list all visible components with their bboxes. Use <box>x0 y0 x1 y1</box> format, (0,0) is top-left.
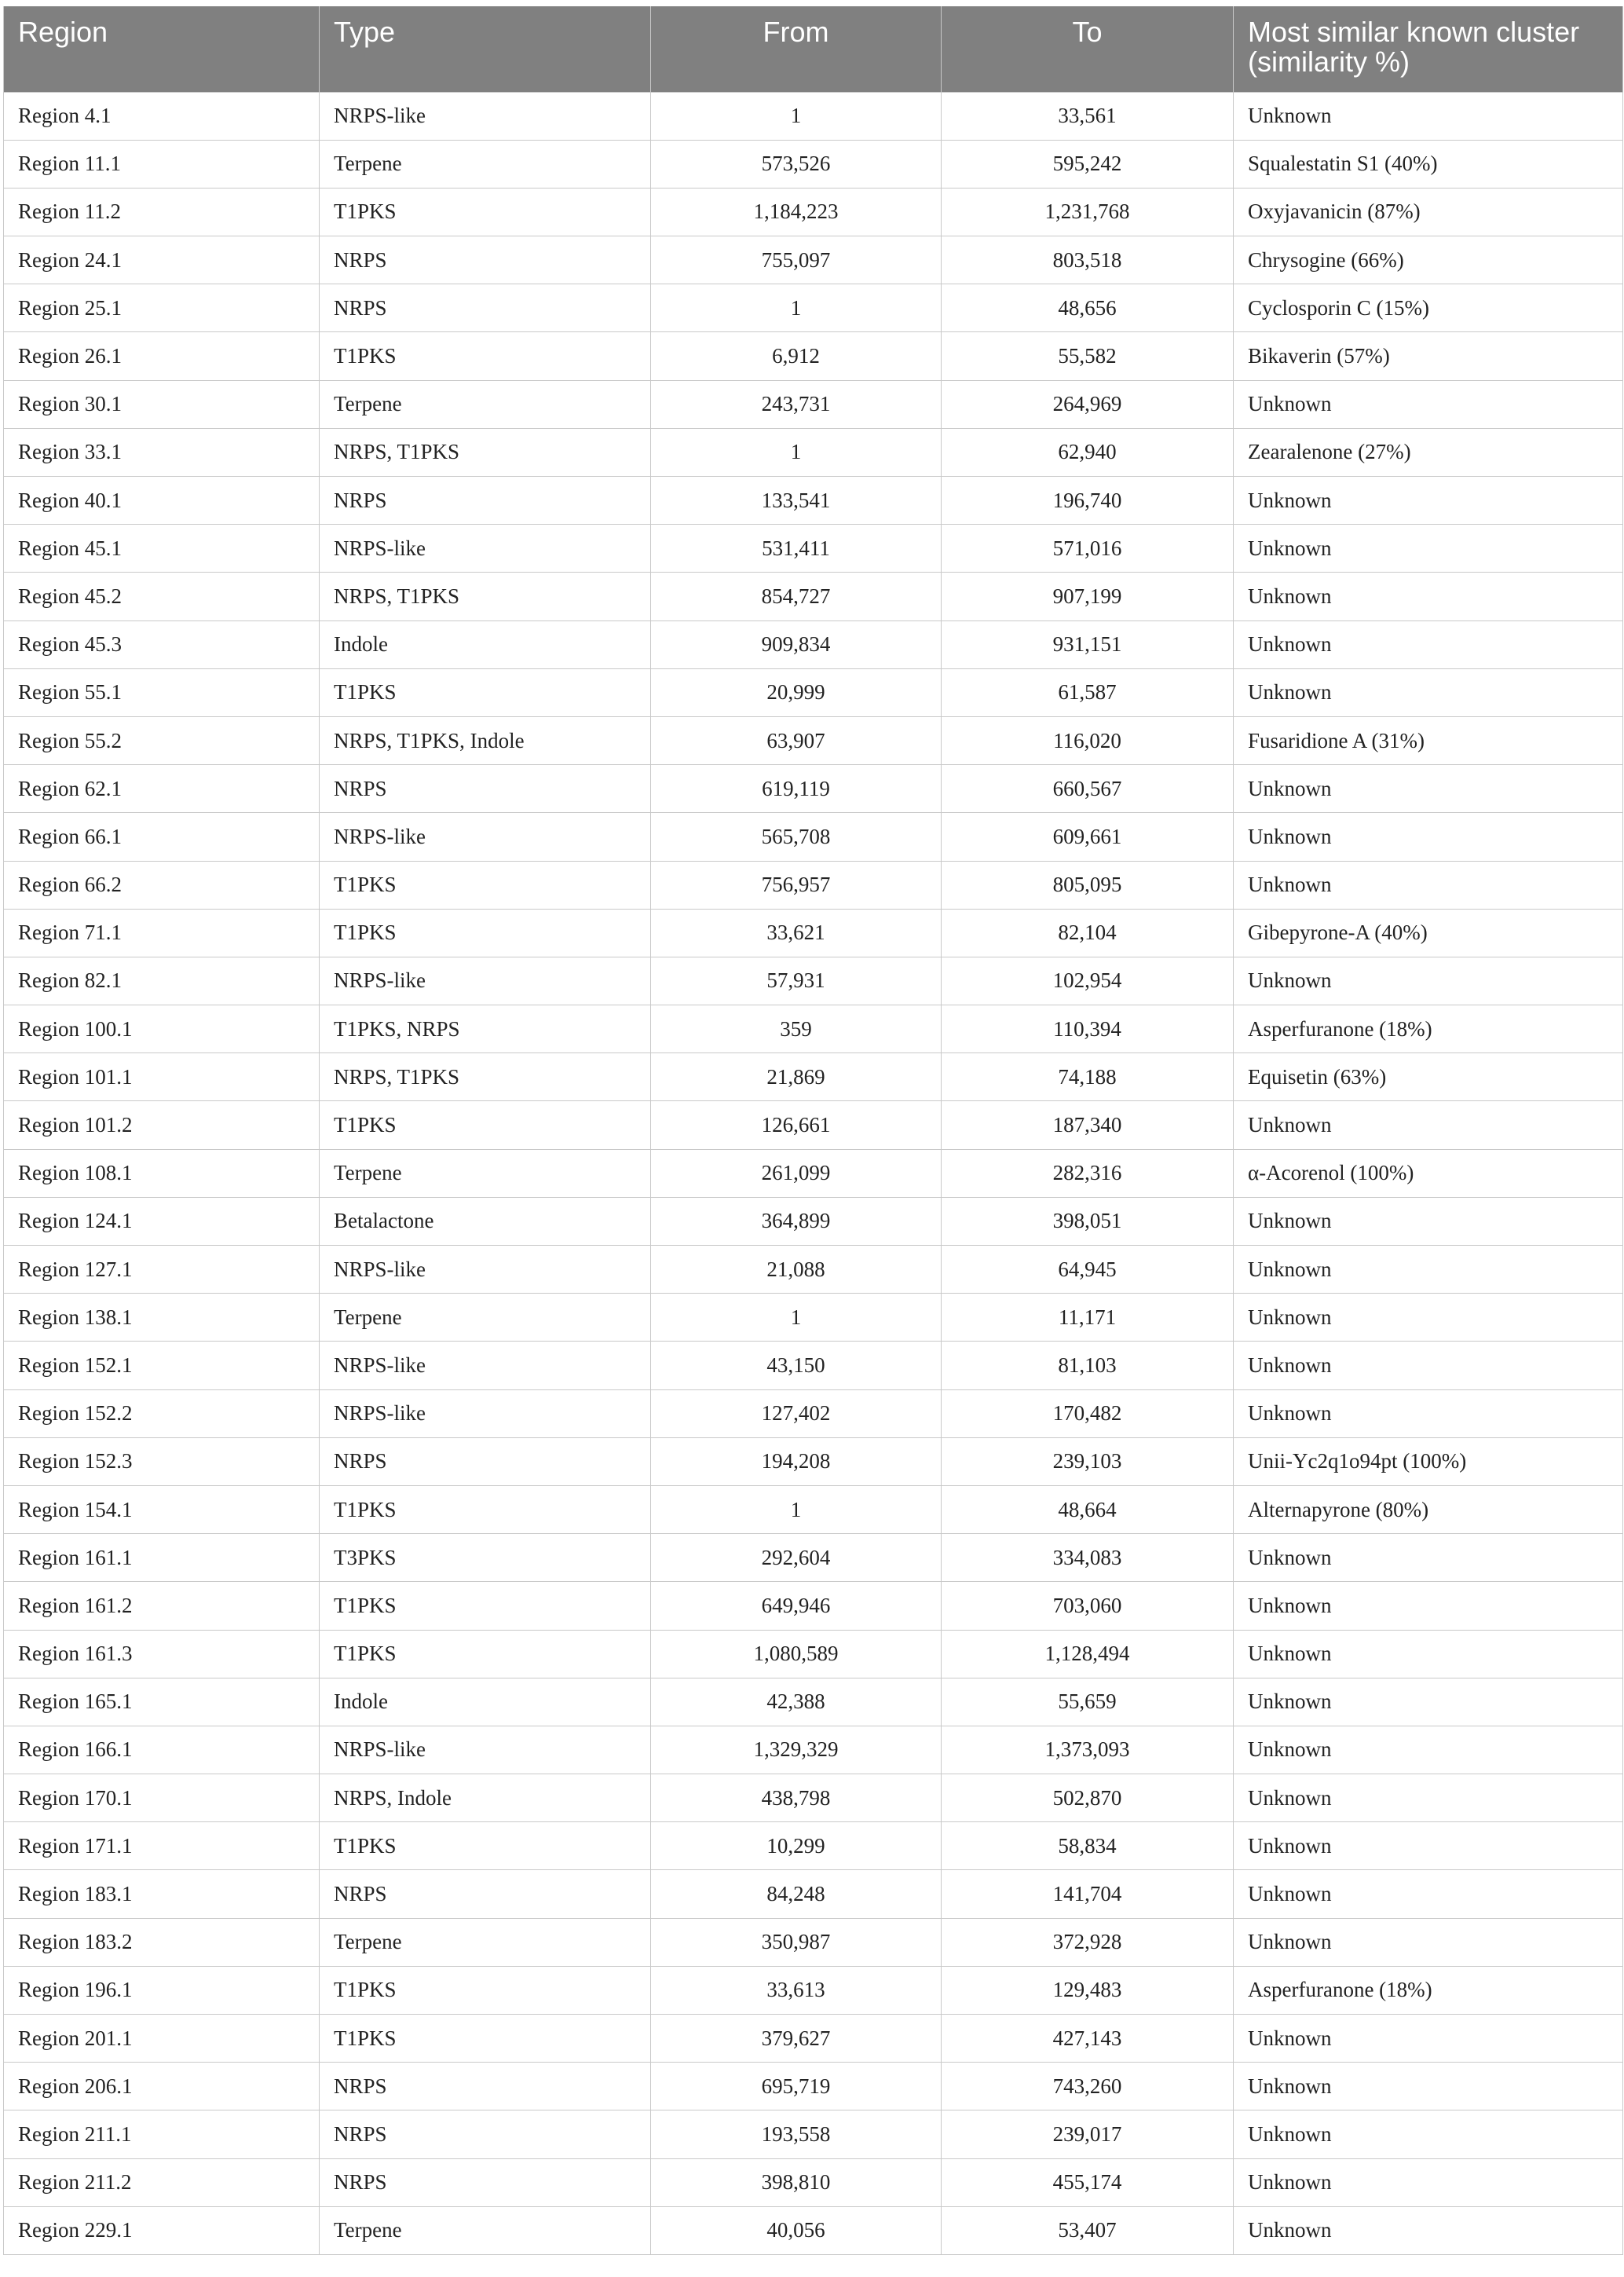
cell-type: NRPS <box>320 2063 651 2110</box>
cell-type: NRPS-like <box>320 1342 651 1389</box>
header-to: To <box>942 6 1234 92</box>
cell-type: T1PKS <box>320 332 651 380</box>
cell-from: 531,411 <box>651 525 942 573</box>
cell-to: 743,260 <box>942 2063 1234 2110</box>
cell-most-similar-cluster: Unknown <box>1234 1582 1623 1630</box>
cell-region: Region 4.1 <box>4 92 320 140</box>
header-row <box>4 6 1623 92</box>
cell-type: Indole <box>320 621 651 668</box>
header-most-similar-cluster: Most similar known cluster (similarity %) <box>1234 6 1623 92</box>
cell-most-similar-cluster: Unknown <box>1234 1294 1623 1342</box>
cell-from: 438,798 <box>651 1774 942 1822</box>
table-row <box>4 1005 1623 1053</box>
cell-region: Region 171.1 <box>4 1822 320 1870</box>
cell-from: 755,097 <box>651 236 942 284</box>
cell-to: 74,188 <box>942 1053 1234 1101</box>
table-row <box>4 380 1623 428</box>
cell-to: 803,518 <box>942 236 1234 284</box>
table-row <box>4 1870 1623 1918</box>
table-row <box>4 861 1623 909</box>
cell-from: 1,184,223 <box>651 188 942 236</box>
cell-to: 170,482 <box>942 1389 1234 1437</box>
cell-to: 372,928 <box>942 1918 1234 1966</box>
cell-type: T1PKS <box>320 1822 651 1870</box>
cell-from: 6,912 <box>651 332 942 380</box>
cell-to: 427,143 <box>942 2015 1234 2063</box>
table-row <box>4 236 1623 284</box>
cell-from: 350,987 <box>651 1918 942 1966</box>
table-row <box>4 428 1623 476</box>
cell-to: 53,407 <box>942 2206 1234 2254</box>
cell-most-similar-cluster: Unknown <box>1234 2206 1623 2254</box>
table-row <box>4 1437 1623 1485</box>
cell-region: Region 166.1 <box>4 1726 320 1774</box>
table-row <box>4 525 1623 573</box>
cell-region: Region 100.1 <box>4 1005 320 1053</box>
cell-from: 695,719 <box>651 2063 942 2110</box>
cell-type: Betalactone <box>320 1197 651 1245</box>
cell-type: Terpene <box>320 140 651 188</box>
cell-most-similar-cluster: Unknown <box>1234 957 1623 1005</box>
cell-region: Region 201.1 <box>4 2015 320 2063</box>
cell-from: 398,810 <box>651 2158 942 2206</box>
cell-region: Region 33.1 <box>4 428 320 476</box>
cell-region: Region 45.2 <box>4 573 320 621</box>
cell-to: 55,582 <box>942 332 1234 380</box>
cell-region: Region 66.1 <box>4 813 320 861</box>
table-row <box>4 668 1623 716</box>
cell-to: 64,945 <box>942 1246 1234 1294</box>
cell-to: 703,060 <box>942 1582 1234 1630</box>
cell-most-similar-cluster: Unknown <box>1234 2015 1623 2063</box>
cell-from: 379,627 <box>651 2015 942 2063</box>
cell-type: T1PKS <box>320 1966 651 2014</box>
cell-region: Region 11.1 <box>4 140 320 188</box>
cell-type: T1PKS <box>320 668 651 716</box>
cell-to: 282,316 <box>942 1149 1234 1197</box>
cell-from: 194,208 <box>651 1437 942 1485</box>
cell-most-similar-cluster: Cyclosporin C (15%) <box>1234 284 1623 332</box>
cell-most-similar-cluster: Unknown <box>1234 525 1623 573</box>
cell-most-similar-cluster: Squalestatin S1 (40%) <box>1234 140 1623 188</box>
cell-type: NRPS <box>320 2110 651 2158</box>
table-row <box>4 1294 1623 1342</box>
cell-type: NRPS <box>320 477 651 525</box>
cell-type: NRPS, T1PKS, Indole <box>320 716 651 764</box>
cell-from: 57,931 <box>651 957 942 1005</box>
cell-region: Region 25.1 <box>4 284 320 332</box>
table-row <box>4 1053 1623 1101</box>
cell-type: NRPS <box>320 1870 651 1918</box>
bgc-regions-table <box>3 6 1623 2255</box>
cell-from: 619,119 <box>651 765 942 813</box>
table-row <box>4 92 1623 140</box>
cell-from: 1 <box>651 284 942 332</box>
cell-region: Region 66.2 <box>4 861 320 909</box>
cell-region: Region 165.1 <box>4 1678 320 1726</box>
header-type: Type <box>320 6 651 92</box>
cell-type: NRPS <box>320 765 651 813</box>
cell-type: T1PKS <box>320 1485 651 1533</box>
bgc-regions-table-container <box>3 6 1622 2255</box>
cell-to: 62,940 <box>942 428 1234 476</box>
cell-to: 571,016 <box>942 525 1234 573</box>
cell-from: 21,869 <box>651 1053 942 1101</box>
cell-most-similar-cluster: Fusaridione A (31%) <box>1234 716 1623 764</box>
cell-from: 261,099 <box>651 1149 942 1197</box>
cell-type: Terpene <box>320 380 651 428</box>
cell-to: 58,834 <box>942 1822 1234 1870</box>
cell-from: 42,388 <box>651 1678 942 1726</box>
cell-region: Region 138.1 <box>4 1294 320 1342</box>
cell-region: Region 183.2 <box>4 1918 320 1966</box>
cell-region: Region 161.1 <box>4 1534 320 1582</box>
cell-to: 264,969 <box>942 380 1234 428</box>
cell-from: 1,329,329 <box>651 1726 942 1774</box>
cell-most-similar-cluster: Unknown <box>1234 813 1623 861</box>
cell-type: NRPS-like <box>320 525 651 573</box>
cell-region: Region 211.1 <box>4 2110 320 2158</box>
cell-type: NRPS, T1PKS <box>320 428 651 476</box>
cell-from: 565,708 <box>651 813 942 861</box>
table-row <box>4 1342 1623 1389</box>
cell-most-similar-cluster: Unknown <box>1234 1774 1623 1822</box>
cell-from: 909,834 <box>651 621 942 668</box>
cell-to: 455,174 <box>942 2158 1234 2206</box>
cell-from: 40,056 <box>651 2206 942 2254</box>
table-row <box>4 1197 1623 1245</box>
cell-type: T1PKS <box>320 2015 651 2063</box>
cell-region: Region 229.1 <box>4 2206 320 2254</box>
cell-most-similar-cluster: α-Acorenol (100%) <box>1234 1149 1623 1197</box>
cell-from: 1 <box>651 92 942 140</box>
cell-region: Region 154.1 <box>4 1485 320 1533</box>
table-row <box>4 1485 1623 1533</box>
table-body <box>4 92 1623 2254</box>
cell-type: Terpene <box>320 1294 651 1342</box>
cell-region: Region 152.3 <box>4 1437 320 1485</box>
cell-from: 126,661 <box>651 1101 942 1149</box>
cell-region: Region 55.2 <box>4 716 320 764</box>
cell-from: 33,621 <box>651 909 942 957</box>
cell-type: T1PKS <box>320 1101 651 1149</box>
cell-region: Region 108.1 <box>4 1149 320 1197</box>
cell-most-similar-cluster: Asperfuranone (18%) <box>1234 1005 1623 1053</box>
cell-type: NRPS <box>320 1437 651 1485</box>
cell-most-similar-cluster: Unknown <box>1234 573 1623 621</box>
cell-region: Region 40.1 <box>4 477 320 525</box>
cell-region: Region 45.3 <box>4 621 320 668</box>
cell-most-similar-cluster: Bikaverin (57%) <box>1234 332 1623 380</box>
cell-most-similar-cluster: Unknown <box>1234 1246 1623 1294</box>
table-row <box>4 140 1623 188</box>
cell-region: Region 161.3 <box>4 1630 320 1678</box>
cell-most-similar-cluster: Unknown <box>1234 1678 1623 1726</box>
cell-region: Region 82.1 <box>4 957 320 1005</box>
cell-from: 20,999 <box>651 668 942 716</box>
cell-most-similar-cluster: Zearalenone (27%) <box>1234 428 1623 476</box>
cell-from: 854,727 <box>651 573 942 621</box>
cell-to: 48,664 <box>942 1485 1234 1533</box>
cell-type: NRPS-like <box>320 1246 651 1294</box>
table-row <box>4 621 1623 668</box>
cell-from: 243,731 <box>651 380 942 428</box>
cell-to: 11,171 <box>942 1294 1234 1342</box>
cell-most-similar-cluster: Unknown <box>1234 1870 1623 1918</box>
cell-to: 1,373,093 <box>942 1726 1234 1774</box>
cell-type: NRPS, T1PKS <box>320 573 651 621</box>
cell-type: NRPS <box>320 284 651 332</box>
cell-from: 127,402 <box>651 1389 942 1437</box>
cell-to: 110,394 <box>942 1005 1234 1053</box>
table-row <box>4 1918 1623 1966</box>
cell-from: 292,604 <box>651 1534 942 1582</box>
cell-to: 33,561 <box>942 92 1234 140</box>
cell-most-similar-cluster: Oxyjavanicin (87%) <box>1234 188 1623 236</box>
cell-from: 364,899 <box>651 1197 942 1245</box>
cell-type: T1PKS <box>320 1582 651 1630</box>
cell-type: NRPS, T1PKS <box>320 1053 651 1101</box>
cell-from: 43,150 <box>651 1342 942 1389</box>
table-row <box>4 2015 1623 2063</box>
cell-from: 63,907 <box>651 716 942 764</box>
cell-region: Region 127.1 <box>4 1246 320 1294</box>
cell-region: Region 45.1 <box>4 525 320 573</box>
cell-region: Region 55.1 <box>4 668 320 716</box>
cell-type: NRPS-like <box>320 1726 651 1774</box>
cell-type: NRPS-like <box>320 92 651 140</box>
cell-to: 609,661 <box>942 813 1234 861</box>
table-row <box>4 1101 1623 1149</box>
cell-region: Region 161.2 <box>4 1582 320 1630</box>
cell-type: NRPS <box>320 236 651 284</box>
cell-from: 10,299 <box>651 1822 942 1870</box>
cell-from: 756,957 <box>651 861 942 909</box>
table-header <box>4 6 1623 92</box>
header-region: Region <box>4 6 320 92</box>
cell-type: Indole <box>320 1678 651 1726</box>
cell-to: 141,704 <box>942 1870 1234 1918</box>
cell-most-similar-cluster: Unknown <box>1234 1726 1623 1774</box>
table-row <box>4 1246 1623 1294</box>
cell-region: Region 183.1 <box>4 1870 320 1918</box>
cell-region: Region 152.1 <box>4 1342 320 1389</box>
table-row <box>4 716 1623 764</box>
cell-to: 82,104 <box>942 909 1234 957</box>
table-row <box>4 1822 1623 1870</box>
cell-type: NRPS-like <box>320 813 651 861</box>
cell-most-similar-cluster: Unknown <box>1234 1630 1623 1678</box>
cell-to: 595,242 <box>942 140 1234 188</box>
cell-type: T3PKS <box>320 1534 651 1582</box>
table-row <box>4 332 1623 380</box>
table-row <box>4 1582 1623 1630</box>
cell-type: NRPS, Indole <box>320 1774 651 1822</box>
cell-type: NRPS-like <box>320 1389 651 1437</box>
cell-region: Region 11.2 <box>4 188 320 236</box>
cell-from: 1 <box>651 1294 942 1342</box>
cell-to: 55,659 <box>942 1678 1234 1726</box>
cell-from: 649,946 <box>651 1582 942 1630</box>
cell-region: Region 71.1 <box>4 909 320 957</box>
cell-to: 196,740 <box>942 477 1234 525</box>
cell-region: Region 211.2 <box>4 2158 320 2206</box>
cell-to: 116,020 <box>942 716 1234 764</box>
cell-most-similar-cluster: Unknown <box>1234 1101 1623 1149</box>
cell-region: Region 101.2 <box>4 1101 320 1149</box>
cell-type: Terpene <box>320 1149 651 1197</box>
cell-type: T1PKS <box>320 1630 651 1678</box>
cell-type: T1PKS <box>320 188 651 236</box>
table-row <box>4 1678 1623 1726</box>
cell-to: 81,103 <box>942 1342 1234 1389</box>
cell-most-similar-cluster: Unknown <box>1234 1822 1623 1870</box>
table-row <box>4 188 1623 236</box>
cell-region: Region 30.1 <box>4 380 320 428</box>
cell-most-similar-cluster: Unknown <box>1234 668 1623 716</box>
table-row <box>4 2206 1623 2254</box>
cell-from: 359 <box>651 1005 942 1053</box>
cell-to: 239,017 <box>942 2110 1234 2158</box>
table-row <box>4 2158 1623 2206</box>
cell-most-similar-cluster: Chrysogine (66%) <box>1234 236 1623 284</box>
cell-most-similar-cluster: Unknown <box>1234 380 1623 428</box>
cell-type: T1PKS <box>320 909 651 957</box>
cell-most-similar-cluster: Unknown <box>1234 1389 1623 1437</box>
cell-type: T1PKS <box>320 861 651 909</box>
cell-region: Region 62.1 <box>4 765 320 813</box>
cell-to: 187,340 <box>942 1101 1234 1149</box>
cell-most-similar-cluster: Unknown <box>1234 1918 1623 1966</box>
cell-region: Region 170.1 <box>4 1774 320 1822</box>
cell-most-similar-cluster: Unknown <box>1234 92 1623 140</box>
cell-to: 334,083 <box>942 1534 1234 1582</box>
cell-most-similar-cluster: Unknown <box>1234 2063 1623 2110</box>
cell-most-similar-cluster: Gibepyrone-A (40%) <box>1234 909 1623 957</box>
table-row <box>4 1389 1623 1437</box>
cell-region: Region 124.1 <box>4 1197 320 1245</box>
cell-to: 907,199 <box>942 573 1234 621</box>
cell-most-similar-cluster: Unknown <box>1234 861 1623 909</box>
cell-most-similar-cluster: Unii-Yc2q1o94pt (100%) <box>1234 1437 1623 1485</box>
cell-type: Terpene <box>320 1918 651 1966</box>
cell-region: Region 26.1 <box>4 332 320 380</box>
cell-from: 84,248 <box>651 1870 942 1918</box>
cell-to: 398,051 <box>942 1197 1234 1245</box>
cell-to: 1,231,768 <box>942 188 1234 236</box>
table-row <box>4 1149 1623 1197</box>
cell-from: 193,558 <box>651 2110 942 2158</box>
cell-type: NRPS <box>320 2158 651 2206</box>
table-row <box>4 765 1623 813</box>
table-row <box>4 1966 1623 2014</box>
cell-most-similar-cluster: Unknown <box>1234 621 1623 668</box>
cell-to: 660,567 <box>942 765 1234 813</box>
cell-most-similar-cluster: Unknown <box>1234 2110 1623 2158</box>
cell-region: Region 24.1 <box>4 236 320 284</box>
cell-from: 21,088 <box>651 1246 942 1294</box>
cell-region: Region 206.1 <box>4 2063 320 2110</box>
cell-region: Region 196.1 <box>4 1966 320 2014</box>
cell-region: Region 101.1 <box>4 1053 320 1101</box>
cell-most-similar-cluster: Unknown <box>1234 2158 1623 2206</box>
cell-type: Terpene <box>320 2206 651 2254</box>
cell-from: 1,080,589 <box>651 1630 942 1678</box>
table-row <box>4 1630 1623 1678</box>
cell-most-similar-cluster: Alternapyrone (80%) <box>1234 1485 1623 1533</box>
cell-region: Region 152.2 <box>4 1389 320 1437</box>
cell-to: 1,128,494 <box>942 1630 1234 1678</box>
cell-from: 573,526 <box>651 140 942 188</box>
table-row <box>4 284 1623 332</box>
cell-to: 502,870 <box>942 1774 1234 1822</box>
table-row <box>4 477 1623 525</box>
cell-most-similar-cluster: Unknown <box>1234 1534 1623 1582</box>
table-row <box>4 1534 1623 1582</box>
table-row <box>4 1774 1623 1822</box>
table-row <box>4 2110 1623 2158</box>
cell-to: 931,151 <box>942 621 1234 668</box>
table-row <box>4 909 1623 957</box>
cell-to: 239,103 <box>942 1437 1234 1485</box>
cell-most-similar-cluster: Unknown <box>1234 477 1623 525</box>
cell-most-similar-cluster: Unknown <box>1234 765 1623 813</box>
cell-to: 48,656 <box>942 284 1234 332</box>
table-row <box>4 813 1623 861</box>
cell-to: 61,587 <box>942 668 1234 716</box>
cell-to: 805,095 <box>942 861 1234 909</box>
header-from: From <box>651 6 942 92</box>
table-row <box>4 573 1623 621</box>
cell-type: T1PKS, NRPS <box>320 1005 651 1053</box>
cell-from: 1 <box>651 428 942 476</box>
table-row <box>4 1726 1623 1774</box>
cell-most-similar-cluster: Equisetin (63%) <box>1234 1053 1623 1101</box>
cell-to: 102,954 <box>942 957 1234 1005</box>
cell-from: 1 <box>651 1485 942 1533</box>
cell-from: 133,541 <box>651 477 942 525</box>
cell-from: 33,613 <box>651 1966 942 2014</box>
cell-most-similar-cluster: Asperfuranone (18%) <box>1234 1966 1623 2014</box>
cell-type: NRPS-like <box>320 957 651 1005</box>
cell-most-similar-cluster: Unknown <box>1234 1342 1623 1389</box>
table-row <box>4 2063 1623 2110</box>
table-row <box>4 957 1623 1005</box>
cell-to: 129,483 <box>942 1966 1234 2014</box>
cell-most-similar-cluster: Unknown <box>1234 1197 1623 1245</box>
